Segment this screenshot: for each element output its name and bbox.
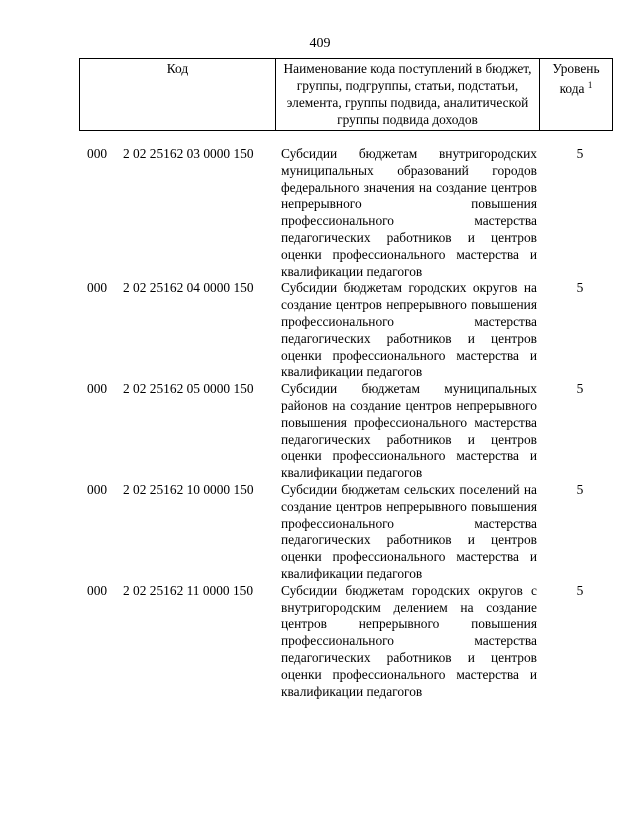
code-level: 5 — [576, 582, 584, 598]
income-name: Субсидии бюджетам сельских поселений на создание центров непрерывного повышения профессионального мастерства педагогических работников и центров оценки профессионального мастерства и квалификации педагогов — [281, 481, 537, 581]
income-name: Субсидии бюджетам городских округов с внутригородским делением на создание центров непрерывного повышения профессионального мастерства педагогических работников и центров оценки профессионального мастерства и квалификации педагогов — [281, 582, 537, 699]
income-code: 2 02 25162 05 0000 150 — [123, 381, 254, 397]
income-name: Субсидии бюджетам муниципальных районов на создание центров непрерывного повышения профессионального мастерства педагогических работников и центров оценки профессионального мастерства и квалификации педагогов — [281, 381, 537, 481]
table-row — [79, 583, 619, 701]
table-row — [79, 381, 619, 482]
admin-code: 000 — [87, 481, 108, 497]
table-body — [79, 146, 619, 700]
admin-code: 000 — [87, 146, 108, 161]
header-level-label: Уровень кода — [552, 61, 600, 96]
admin-code: 000 — [87, 582, 108, 598]
admin-code: 000 — [87, 280, 108, 296]
income-code: 2 02 25162 04 0000 150 — [123, 280, 254, 296]
admin-code: 000 — [87, 381, 108, 397]
header-name: Наименование кода поступлений в бюджет, группы, подгруппы, статьи, подстатьи, элемента, группы подвида, аналитической группы подвида доходов — [276, 59, 540, 131]
table-row — [79, 482, 619, 583]
page-number: 409 — [309, 36, 331, 51]
income-code: 2 02 25162 10 0000 150 — [123, 481, 254, 497]
header-level — [540, 59, 613, 131]
code-level: 5 — [576, 146, 584, 161]
code-level: 5 — [576, 381, 584, 397]
table-header — [79, 58, 613, 131]
income-name: Субсидии бюджетам внутригородских муниципальных образований городов федерального значения на создание центров непрерывного повышения профессионального мастерства педагогических работников и центров оценки профессионального мастерства и квалификации педагогов — [281, 146, 537, 279]
income-code: 2 02 25162 11 0000 150 — [123, 582, 254, 598]
header-code: Код — [80, 59, 276, 131]
table-row — [79, 280, 619, 381]
income-name: Субсидии бюджетам городских округов на создание центров непрерывного повышения профессионального мастерства педагогических работников и центров оценки профессионального мастерства и квалификации педагогов — [281, 280, 537, 380]
table-row — [79, 146, 619, 280]
code-level: 5 — [576, 280, 584, 296]
code-level: 5 — [576, 481, 584, 497]
income-code: 2 02 25162 03 0000 150 — [123, 146, 254, 161]
footnote-marker: 1 — [587, 80, 593, 90]
